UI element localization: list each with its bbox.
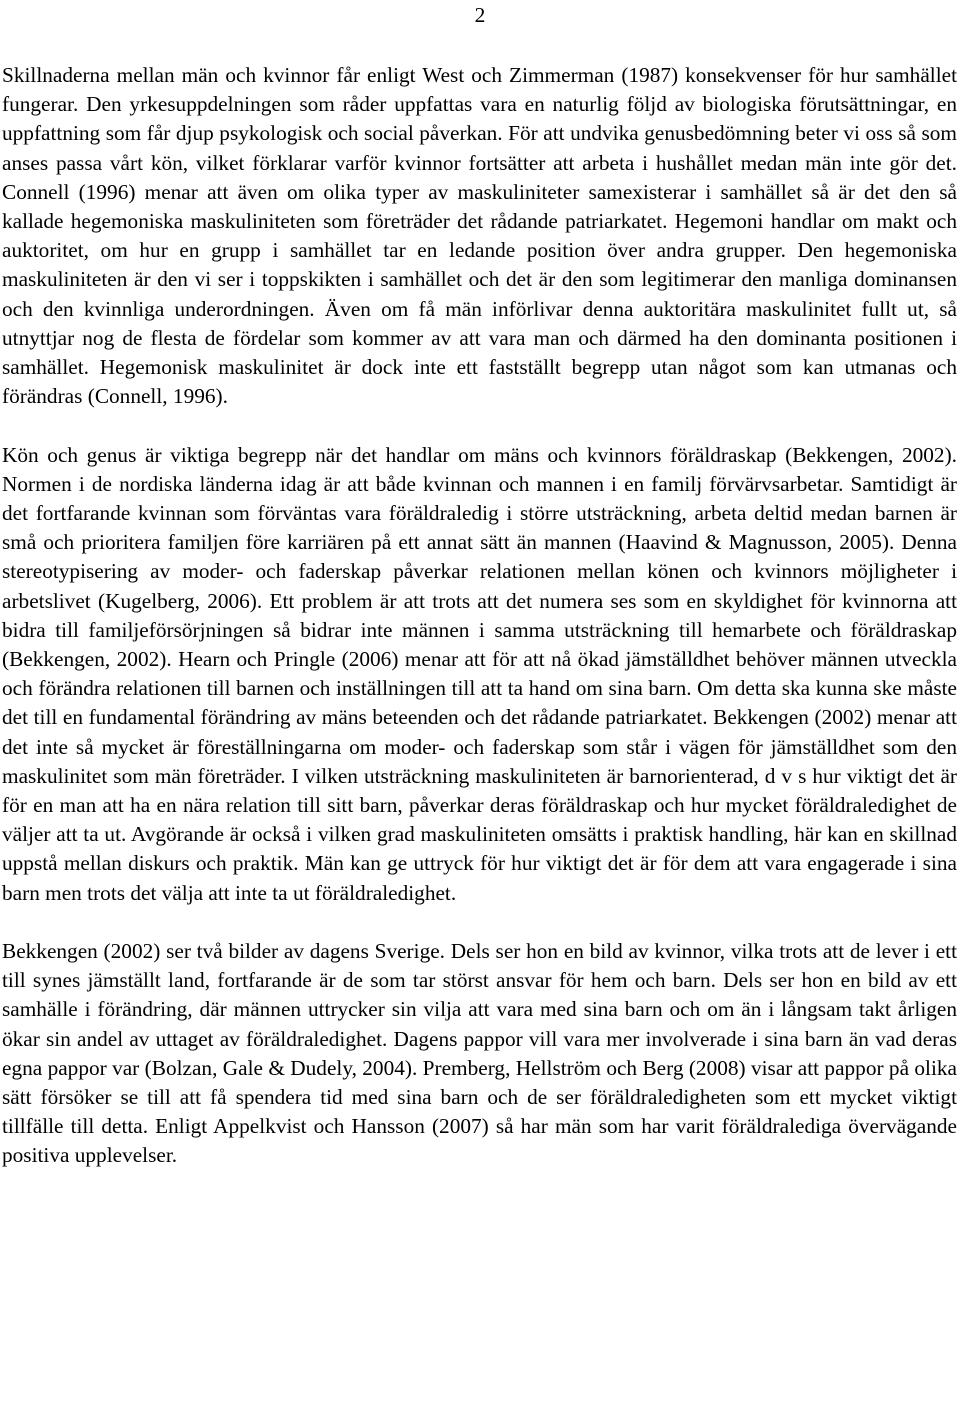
document-body xyxy=(2,61,957,1171)
paragraph: Skillnaderna mellan män och kvinnor får enligt West och Zimmerman (1987) konsekvenser för hur samhället fungerar. Den yrkesuppdelningen som råder uppfattas vara en naturlig följd av biologiska förutsättningar, en uppfattning som får djup psykologisk och social påverkan. För att undvika genusbedömning beter vi oss så som anses passa vårt kön, vilket förklarar varför kvinnor fortsätter att arbeta i hushållet medan män inte gör det. Connell (1996) menar att även om olika typer av maskuliniteter samexisterar i samhället så är det den så kallade hegemoniska maskuliniteten som företräder det rådande patriarkatet. Hegemoni handlar om makt och auktoritet, om hur en grupp i samhället tar en ledande position över andra grupper. Den hegemoniska maskuliniteten är den vi ser i toppskikten i samhället och det är den som legitimerar den manliga dominansen och den kvinnliga underordningen. Även om få män införlivar denna auktoritära maskulinitet fullt ut, så utnyttjar nog de flesta de fördelar som kommer av att vara man och därmed ha den dominanta positionen i samhället. Hegemonisk maskulinitet är dock inte ett fastställt begrepp utan något som kan utmanas och förändras (Connell, 1996). xyxy=(2,63,957,409)
paragraph: Bekkengen (2002) ser två bilder av dagens Sverige. Dels ser hon en bild av kvinnor, vilka trots att de lever i ett till synes jämställt land, fortfarande är de som tar störst ansvar för hem och barn. Dels ser hon en bild av ett samhälle i förändring, där männen uttrycker sin vilja att vara med sina barn och om än i långsam takt årligen ökar sin andel av uttaget av föräldraledighet. Dagens pappor vill vara mer involverade i sina barn än vad deras egna pappor var (Bolzan, Gale & Dudely, 2004). Premberg, Hellström och Berg (2008) visar att pappor på olika sätt försöker se till att få spendera tid med sina barn och de ser föräldraledigheten som ett mycket viktigt tillfälle till detta. Enligt Appelkvist och Hansson (2007) så har män som har varit föräldralediga övervägande positiva upplevelser. xyxy=(2,939,957,1168)
page-number: 2 xyxy=(474,3,486,27)
paragraph: Kön och genus är viktiga begrepp när det handlar om mäns och kvinnors föräldraskap (Bekkengen, 2002). Normen i de nordiska länderna idag är att både kvinnan och mannen i en familj förvärvsarbetar. Samtidigt är det fortfarande kvinnan som förväntas vara föräldraledig i större utsträckning, arbeta deltid medan barnen är små och prioritera familjen före karriären på ett annat sätt än mannen (Haavind & Magnusson, 2005). Denna stereotypisering av moder- och faderskap påverkar relationen mellan könen och kvinnors möjligheter i arbetslivet (Kugelberg, 2006). Ett problem är att trots att det numera ses som en skyldighet för kvinnorna att bidra till familjeförsörjningen så bidrar inte männen i samma utsträckning till hemarbete och föräldraskap (Bekkengen, 2002). Hearn och Pringle (2006) menar att för att nå ökad jämställdhet behöver männen utveckla och förändra relationen till barnen och inställningen till att ta hand om sina barn. Om detta ska kunna ske måste det till en fundamental förändring av mäns beteenden och det rådande patriarkatet. Bekkengen (2002) menar att det inte så mycket är föreställningarna om moder- och faderskap som står i vägen för jämställdhet som den maskulinitet som män företräder. I vilken utsträckning maskuliniteten är barnorienterad, d v s hur viktigt det är för en man att ha en nära relation till sitt barn, påverkar deras föräldraskap och hur mycket föräldraledighet de väljer att ta ut. Avgörande är också i vilken grad maskuliniteten omsätts i praktisk handling, här kan en skillnad uppstå mellan diskurs och praktik. Män kan ge uttryck för hur viktigt det är för dem att vara engagerade i sina barn men trots det välja att inte ta ut föräldraledighet. xyxy=(2,442,957,905)
